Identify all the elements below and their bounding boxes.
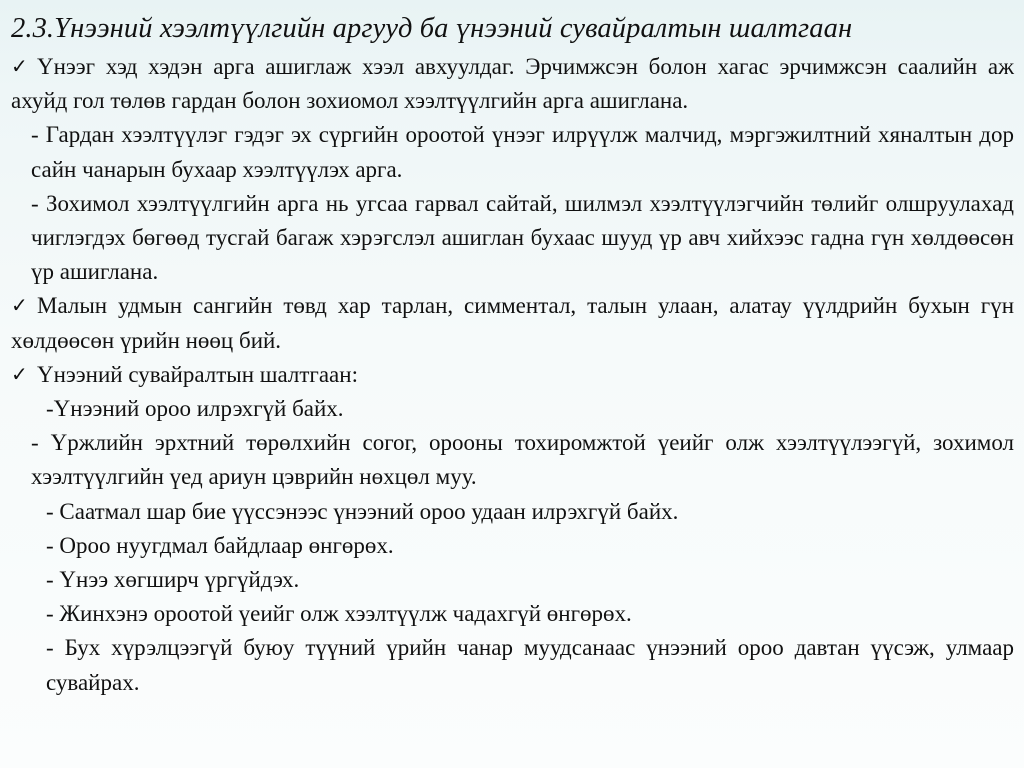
bullet-paragraph-2	[11, 289, 1014, 357]
dash-paragraph-1	[11, 118, 1014, 186]
check-icon: ✓	[11, 54, 28, 78]
paragraph-text: - Саатмал шар бие үүссэнээс үнээний ороо удаан илрэхгүй байх.	[46, 498, 679, 524]
paragraph-text: -Үнээний ороо илрэхгүй байх.	[46, 396, 344, 422]
list-item-5	[11, 597, 1014, 631]
paragraph-text: - Гардан хээлтүүлэг гэдэг эх сүргийн ороотой үнээг илрүүлж малчид, мэргэжилтний хяналтын дор сайн чанарын бухаар хээлтүүлэх арга.	[31, 122, 1014, 182]
paragraph-text: - Жинхэнэ ороотой үеийг олж хээлтүүлж чадахгүй өнгөрөх.	[46, 601, 632, 627]
list-item-1	[11, 392, 1014, 426]
slide-title: 2.3.Үнээний хээлтүүлгийн аргууд ба үнээний сувайралтын шалтгаан	[11, 13, 853, 44]
paragraph-text: - Зохимол хээлтүүлгийн арга нь угсаа гарвал сайтай, шилмэл хээлтүүлэгчийн төлийг олшруулахад чиглэгдэх бөгөөд тусгай багаж хэрэгслэл ашиглан бухаас шууд үр авч хийхээс гадна гүн хөлдөөсөн үр ашиглана.	[31, 190, 1014, 285]
slide-body	[11, 50, 1014, 700]
dash-paragraph-2	[11, 187, 1014, 290]
paragraph-text: - Үржлийн эрхтний төрөлхийн согог, орооны тохиромжтой үеийг олж хээлтүүлээгүй, зохимол хээлтүүлгийн үед ариун цэврийн нөхцөл муу.	[31, 430, 1014, 490]
list-item-4	[11, 563, 1014, 597]
list-item-2	[11, 495, 1014, 529]
paragraph-text: Үнээний сувайралтын шалтгаан:	[37, 361, 358, 387]
list-item-3	[11, 529, 1014, 563]
paragraph-text: - Ороо нуугдмал байдлаар өнгөрөх.	[46, 532, 394, 558]
paragraph-text: Малын удмын сангийн төвд хар тарлан, симментал, талын улаан, алатау үүлдрийн бухын гүн хөлдөөсөн үрийн нөөц бий.	[11, 293, 1014, 353]
list-item-6	[11, 631, 1014, 699]
bullet-paragraph-1	[11, 50, 1014, 118]
check-icon: ✓	[11, 361, 28, 386]
dash-paragraph-3	[11, 426, 1014, 494]
paragraph-text: Үнээг хэд хэдэн арга ашиглаж хээл авхуулдаг. Эрчимжсэн болон хагас эрчимжсэн саалийн аж ахуйд гол төлөв гардан болон зохиомол хээлтүүлгийн арга ашиглана.	[11, 54, 1014, 114]
paragraph-text: - Үнээ хөгширч үргүйдэх.	[46, 567, 300, 593]
check-icon: ✓	[11, 293, 28, 318]
bullet-paragraph-3	[11, 358, 1014, 392]
paragraph-text: - Бух хүрэлцээгүй буюу түүний үрийн чанар муудсанаас үнээний ороо давтан үүсэж, улмаар сувайрах.	[46, 635, 1014, 695]
